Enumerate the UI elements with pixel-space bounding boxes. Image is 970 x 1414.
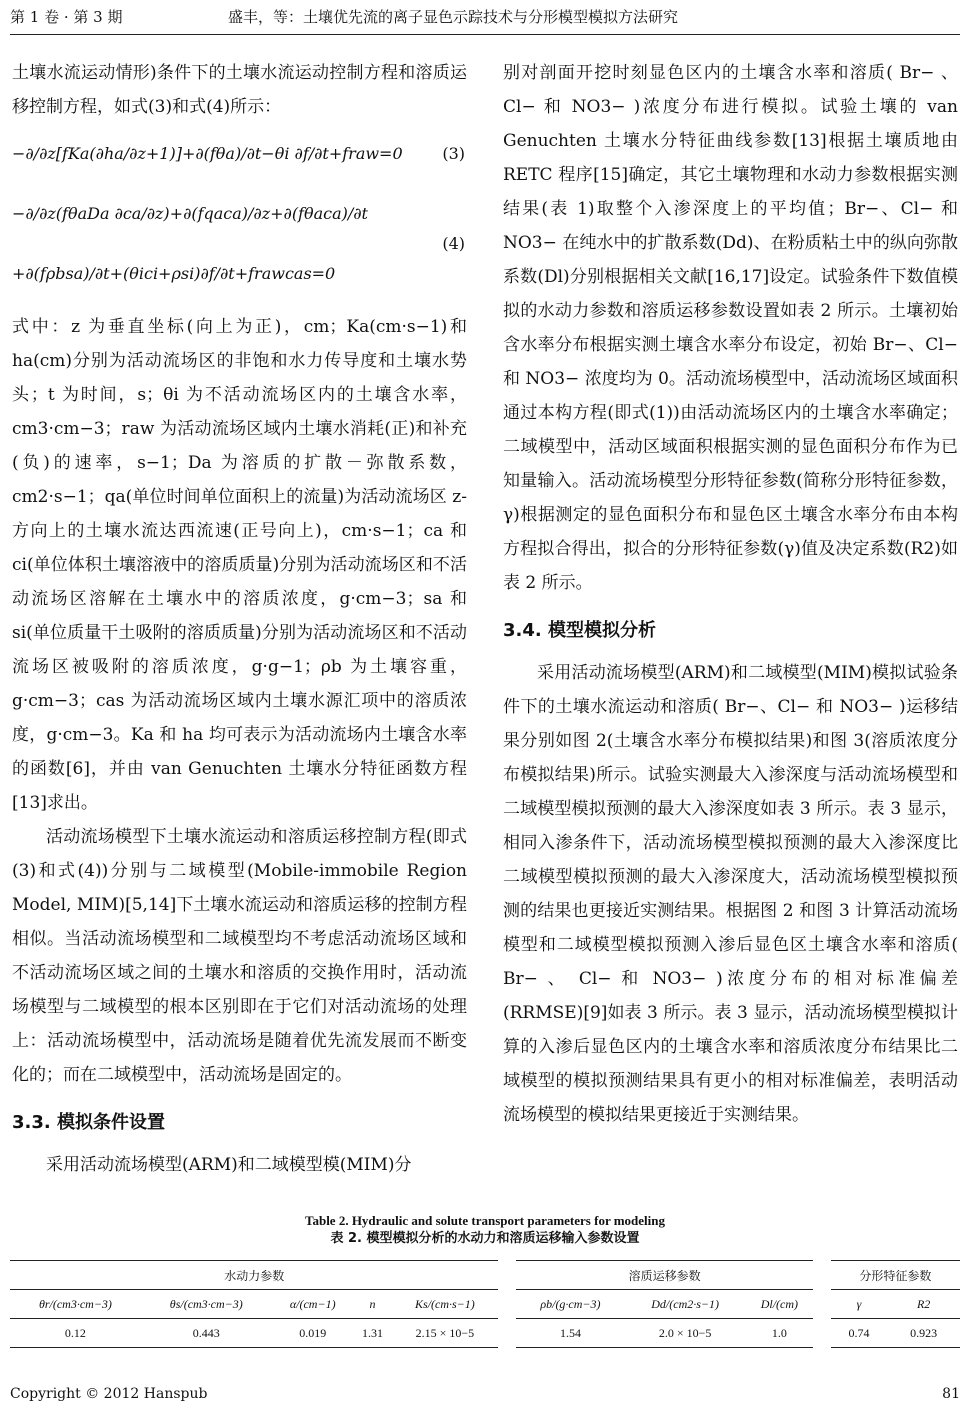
- paragraph: 活动流场模型下土壤水流运动和溶质运移控制方程(即式(3)和式(4))分别与二域模型(Mobile-immobile Region Model, MIM)[5,14]下土壤水流运动和溶质运移的控制方程相似。当活动流场模型和二域模型均不考虑活动流场区域和不活动流场区域之间的土壤水和溶质的交换作用时，活动流场模型与二域模型的根本区别即在于它们对活动流场的处理上：活动流场模型中，活动流场是随着优先流发展而不断变化的；而在二域模型中，活动流场是固定的。: [12, 827, 467, 1085]
- parameter-table: [10, 1260, 960, 1348]
- equation-4: [12, 184, 467, 304]
- running-header: [10, 4, 960, 35]
- table-cell: 2.15 × 10−5: [391, 1319, 498, 1348]
- table-cell: 0.923: [887, 1319, 960, 1348]
- paragraph: 采用活动流场模型(ARM)和二域模型模(MIM)分: [46, 1155, 412, 1175]
- table-cell: 2.0 × 10−5: [624, 1319, 746, 1348]
- column-header: α/(cm−1): [272, 1290, 354, 1319]
- group-header-fractal: 分形特征参数: [831, 1261, 960, 1290]
- equation-4-number: (4): [442, 234, 465, 253]
- table-cell: 1.54: [516, 1319, 624, 1348]
- equation-4-line2: +∂(fρbsa)/∂t+(θici+ρsi)∂f/∂t+frawcas=0: [12, 264, 336, 283]
- table-cell: 0.443: [141, 1319, 272, 1348]
- group-header-solute: 溶质运移参数: [516, 1261, 812, 1290]
- column-header: Dd/(cm2·s−1): [624, 1290, 746, 1319]
- table-caption-en: Table 2. Hydraulic and solute transport parameters for modeling: [304, 1213, 666, 1228]
- table-caption-zh: 表 2. 模型模拟分析的水动力和溶质运移输入参数设置: [330, 1231, 640, 1246]
- paragraph: 采用活动流场模型(ARM)和二域模型(MIM)模拟试验条件下的土壤水流运动和溶质( Br−、Cl− 和 NO3− )运移结果分别如图 2(土壤含水率分布模拟结果)和图 3(溶质浓度分布模拟结果)所示。试验实测最大入渗深度与活动流场模型和二域模型模拟预测的最大入渗深度如表 3 所示。表 3 显示，相同入渗条件下，活动流场模型模拟预测的最大入渗深度比二域模型模拟预测的最大入渗深度大，活动流场模型模拟预测的结果也更接近实测结果。根据图 2 和图 3 计算活动流场模型和二域模型模拟预测入渗后显色区土壤含水率和溶质( Br− 、 Cl− 和 NO3− )浓度分布的相对标准偏差(RRMSE)[9]如表 3 所示。表 3 显示，活动流场模型模拟计算的入渗后显色区内的土壤含水率和溶质浓度分布结果比二域模型的模拟预测结果具有更小的相对标准偏差，表明活动流场模型的模拟结果更接近于实测结果。: [503, 663, 958, 1125]
- table-cell: 1.31: [354, 1319, 392, 1348]
- table-cell: 0.019: [272, 1319, 354, 1348]
- table-cell: 0.12: [10, 1319, 141, 1348]
- equation-4-line1: −∂/∂z(fθaDa ∂ca/∂z)+∂(fqaca)/∂z+∂(fθaca)/∂t: [12, 204, 368, 223]
- table-cell: 1.0: [746, 1319, 813, 1348]
- column-header: θr/(cm3·cm−3): [10, 1290, 141, 1319]
- table-row: [10, 1319, 960, 1348]
- paragraph: 式中：z 为垂直坐标(向上为正)，cm；Ka(cm·s−1)和 ha(cm)分别为活动流场区的非饱和水力传导度和土壤水势头；t 为时间，s；θi 为不活动流场区内的土壤含水率，cm3·cm−3；raw 为活动流场区域内土壤水消耗(正)和补充(负)的速率，s−1；Da 为溶质的扩散－弥散系数，cm2·s−1；qa(单位时间单位面积上的流量)为活动流场区 z-方向上的土壤水流达西流速(正号向上)，cm·s−1；ca 和 ci(单位体积土壤溶液中的溶质质量)分别为活动流场区和不活动流场区溶解在土壤水中的溶质浓度，g·cm−3；sa 和 si(单位质量干土吸附的溶质质量)分别为活动流场区和不活动流场区被吸附的溶质浓度，g·g−1；ρb 为土壤容重，g·cm−3；cas 为活动流场区域内土壤水源汇项中的溶质浓度，g·cm−3。Ka 和 ha 均可表示为活动流场内土壤含水率的函数[6]，并由 van Genuchten 土壤水分特征函数方程[13]求出。: [12, 317, 467, 813]
- column-header: n: [354, 1290, 392, 1319]
- paragraph: 别对剖面开挖时刻显色区内的土壤含水率和溶质( Br− 、 Cl− 和 NO3− )浓度分布进行模拟。试验土壤的 van Genuchten 土壤水分特征曲线参数[13]根据土壤质地由 RETC 程序[15]确定，其它土壤物理和水动力参数根据实测结果(表 1)取整个入渗深度上的平均值；Br−、Cl− 和 NO3− 在纯水中的扩散系数(Dd)、在粉质粘土中的纵向弥散系数(Dl)分别根据相关文献[16,17]设定。试验条件下数值模拟的水动力参数和溶质运移参数设置如表 2 所示。土壤初始含水率分布根据实测土壤含水率分布设定，初始 Br−、Cl− 和 NO3− 浓度均为 0。活动流场模型中，活动流场区域面积通过本构方程(即式(1))由活动流场区内的土壤含水率确定；二域模型中，活动区域面积根据实测的显色面积分布作为已知量输入。活动流场模型分形特征参数(简称分形特征参数，γ)根据测定的显色面积分布和显色区土壤含水率分布由本构方程拟合得出，拟合的分形特征参数(γ)值及决定系数(R2)如表 2 所示。: [503, 63, 958, 593]
- column-header: R2: [887, 1290, 960, 1319]
- section-heading-3-4: 3.4. 模型模拟分析: [503, 620, 656, 641]
- section-heading-3-3: 3.3. 模拟条件设置: [12, 1112, 165, 1133]
- equation-3-number: (3): [442, 144, 465, 163]
- right-column: [503, 56, 958, 1132]
- column-header: Ks/(cm·s−1): [391, 1290, 498, 1319]
- group-header-hydraulic: 水动力参数: [10, 1261, 498, 1290]
- column-header: θs/(cm3·cm−3): [141, 1290, 272, 1319]
- column-header: γ: [831, 1290, 887, 1319]
- equation-3: [12, 124, 467, 184]
- page-footer: [10, 1386, 960, 1402]
- copyright: Copyright © 2012 Hanspub: [10, 1386, 208, 1402]
- page-number: 81: [942, 1386, 960, 1402]
- table-cell: 0.74: [831, 1319, 887, 1348]
- left-column: [12, 56, 467, 1182]
- equation-3-text: −∂/∂z[fKa(∂ha/∂z+1)]+∂(fθa)/∂t−θi ∂f/∂t+fraw=0: [12, 144, 403, 163]
- column-header: ρb/(g·cm−3): [516, 1290, 624, 1319]
- table-2: [10, 1212, 960, 1348]
- column-header: Dl/(cm): [746, 1290, 813, 1319]
- paragraph: 土壤水流运动情形)条件下的土壤水流运动控制方程和溶质运移控制方程，如式(3)和式(4)所示：: [12, 63, 467, 117]
- journal-issue: 第 1 卷 · 第 3 期: [10, 8, 123, 26]
- article-running-title: 盛丰，等：土壤优先流的离子显色示踪技术与分形模型模拟方法研究: [228, 8, 679, 26]
